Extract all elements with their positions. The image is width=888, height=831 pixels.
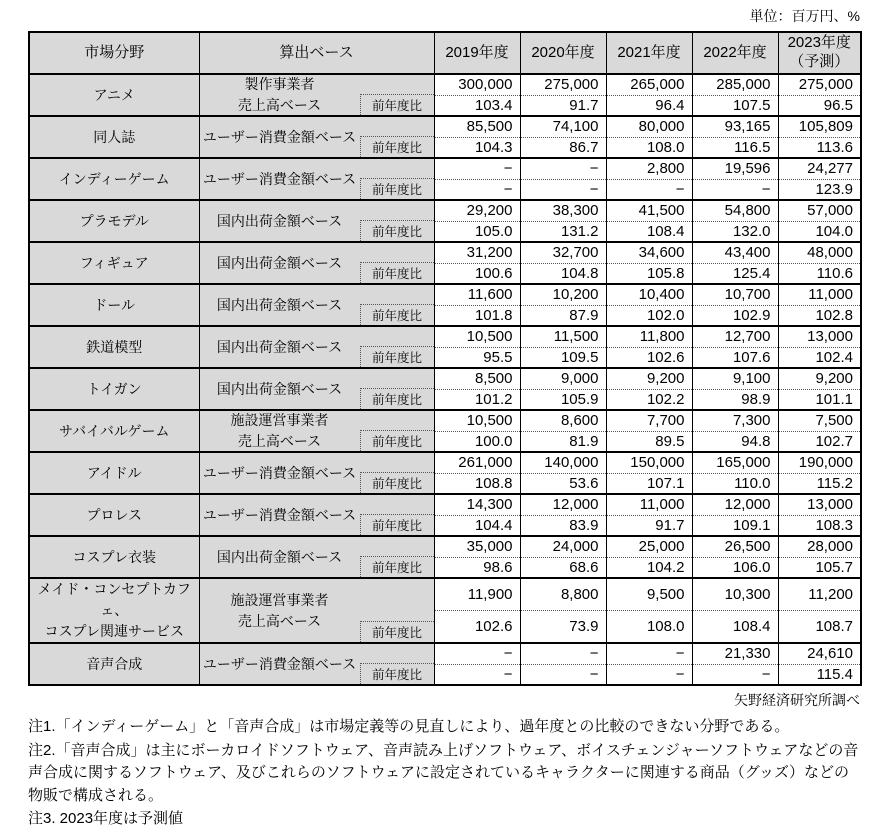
- yoy-ratio-label: 前年度比: [360, 136, 434, 157]
- market-name-line: 同人誌: [93, 128, 136, 145]
- yoy-cell: 98.6: [434, 557, 520, 578]
- note-3: 注3. 2023年度は予測値: [28, 810, 184, 827]
- yoy-cell: 102.7: [778, 431, 861, 452]
- value-cell: 24,277: [778, 158, 861, 179]
- value-cell: 150,000: [606, 452, 692, 473]
- market-name-cell: [29, 494, 199, 536]
- market-name-cell: [29, 452, 199, 494]
- yoy-ratio-label: 前年度比: [360, 178, 434, 199]
- value-cell: 35,000: [434, 536, 520, 557]
- market-name-line: アニメ: [93, 86, 135, 103]
- market-name-cell: [29, 242, 199, 284]
- yoy-cell: 73.9: [520, 611, 606, 644]
- basis-label: [200, 201, 360, 241]
- market-size-table: [28, 31, 862, 686]
- market-name-line: 音声合成: [86, 655, 143, 672]
- value-cell: 9,000: [520, 368, 606, 389]
- value-cell: 11,900: [434, 578, 520, 611]
- yoy-ratio-label: 前年度比: [360, 663, 434, 684]
- market-value-row: [29, 158, 861, 179]
- market-name-line: アイドル: [86, 464, 142, 481]
- yoy-cell: 102.2: [606, 389, 692, 410]
- value-cell: 28,000: [778, 536, 861, 557]
- market-name-cell: [29, 326, 199, 368]
- col-header-market: 市場分野: [29, 32, 199, 74]
- value-cell: 10,500: [434, 326, 520, 347]
- basis-label-line: ユーザー消費金額ベース: [202, 128, 357, 145]
- yoy-cell: 104.2: [606, 557, 692, 578]
- value-cell: 10,700: [692, 284, 778, 305]
- value-cell: 31,200: [434, 242, 520, 263]
- market-name-line: コスプレ関連サービス: [44, 623, 184, 639]
- yoy-cell: 102.6: [606, 347, 692, 368]
- market-name-line: コスプレ衣装: [72, 548, 156, 565]
- yoy-cell: 91.7: [520, 95, 606, 116]
- basis-label: [200, 411, 360, 451]
- yoy-cell: 108.7: [778, 611, 861, 644]
- market-name-line: プロレス: [86, 506, 143, 523]
- market-name-cell: [29, 578, 199, 643]
- yoy-cell: −: [606, 179, 692, 200]
- value-cell: 80,000: [606, 116, 692, 137]
- market-name-cell: [29, 74, 199, 116]
- basis-label: [200, 579, 360, 642]
- value-cell: 12,000: [520, 494, 606, 515]
- basis-label: [200, 285, 360, 325]
- basis-label-line: 売上高ベース: [237, 97, 322, 113]
- value-cell: 165,000: [692, 452, 778, 473]
- basis-label-line: 国内出荷金額ベース: [216, 548, 343, 565]
- market-value-row: [29, 452, 861, 473]
- value-cell: 11,000: [606, 494, 692, 515]
- value-cell: 9,100: [692, 368, 778, 389]
- basis-label-line: ユーザー消費金額ベース: [202, 170, 357, 187]
- yoy-cell: −: [520, 179, 606, 200]
- basis-label: [200, 644, 360, 684]
- value-cell: 13,000: [778, 326, 861, 347]
- yoy-cell: 108.3: [778, 515, 861, 536]
- market-value-row: [29, 410, 861, 431]
- yoy-cell: 96.4: [606, 95, 692, 116]
- yoy-cell: 100.0: [434, 431, 520, 452]
- yoy-cell: 105.7: [778, 557, 861, 578]
- value-cell: 13,000: [778, 494, 861, 515]
- basis-label-line: 施設運営事業者: [230, 412, 329, 428]
- market-name-line: ドール: [93, 296, 136, 313]
- value-cell: 265,000: [606, 74, 692, 95]
- yoy-cell: 101.8: [434, 305, 520, 326]
- basis-cell: [199, 536, 434, 578]
- yoy-cell: −: [692, 664, 778, 685]
- yoy-cell: 87.9: [520, 305, 606, 326]
- yoy-ratio-label: 前年度比: [360, 556, 434, 577]
- yoy-cell: 103.4: [434, 95, 520, 116]
- yoy-cell: 96.5: [778, 95, 861, 116]
- value-cell: 8,600: [520, 410, 606, 431]
- value-cell: 10,500: [434, 410, 520, 431]
- yoy-cell: −: [520, 664, 606, 685]
- value-cell: 43,400: [692, 242, 778, 263]
- yoy-cell: 101.2: [434, 389, 520, 410]
- value-cell: 2,800: [606, 158, 692, 179]
- value-cell: 190,000: [778, 452, 861, 473]
- market-value-row: [29, 578, 861, 611]
- market-name-cell: [29, 536, 199, 578]
- yoy-cell: 53.6: [520, 473, 606, 494]
- basis-cell: [199, 452, 434, 494]
- basis-label-line: ユーザー消費金額ベース: [202, 655, 357, 672]
- value-cell: 74,100: [520, 116, 606, 137]
- value-cell: 19,596: [692, 158, 778, 179]
- yoy-cell: 107.5: [692, 95, 778, 116]
- year-label: 2023年度: [787, 34, 851, 52]
- value-cell: 32,700: [520, 242, 606, 263]
- yoy-cell: 102.9: [692, 305, 778, 326]
- yoy-cell: 105.9: [520, 389, 606, 410]
- value-cell: 24,000: [520, 536, 606, 557]
- yoy-cell: 109.5: [520, 347, 606, 368]
- market-name-line: プラモデル: [79, 212, 149, 229]
- value-cell: −: [606, 643, 692, 664]
- value-cell: 12,700: [692, 326, 778, 347]
- year-label: 2020年度: [531, 43, 595, 61]
- value-cell: 21,330: [692, 643, 778, 664]
- basis-cell: [199, 410, 434, 452]
- yoy-cell: 105.8: [606, 263, 692, 284]
- yoy-ratio-label: 前年度比: [360, 430, 434, 451]
- basis-label: [200, 453, 360, 493]
- basis-label-line: 売上高ベース: [237, 433, 322, 449]
- yoy-cell: 105.0: [434, 221, 520, 242]
- value-cell: 7,500: [778, 410, 861, 431]
- basis-cell: [199, 116, 434, 158]
- market-name-cell: [29, 158, 199, 200]
- basis-cell: [199, 643, 434, 685]
- value-cell: 11,200: [778, 578, 861, 611]
- value-cell: 93,165: [692, 116, 778, 137]
- yoy-cell: 94.8: [692, 431, 778, 452]
- value-cell: 85,500: [434, 116, 520, 137]
- value-cell: 9,200: [778, 368, 861, 389]
- value-cell: 11,800: [606, 326, 692, 347]
- yoy-ratio-label: 前年度比: [360, 388, 434, 409]
- col-header-basis: 算出ベース: [199, 32, 434, 74]
- market-name-line: トイガン: [86, 380, 142, 397]
- market-name-line: フィギュア: [79, 254, 149, 271]
- yoy-cell: 110.6: [778, 263, 861, 284]
- market-value-row: [29, 368, 861, 389]
- yoy-cell: 123.9: [778, 179, 861, 200]
- unit-label: 単位：百万円、%: [749, 8, 860, 24]
- basis-cell: [199, 326, 434, 368]
- col-header-year: [520, 32, 606, 74]
- yoy-ratio-label: 前年度比: [360, 472, 434, 493]
- value-cell: 41,500: [606, 200, 692, 221]
- yoy-ratio-label: 前年度比: [360, 94, 434, 115]
- basis-label: [200, 243, 360, 283]
- value-cell: 38,300: [520, 200, 606, 221]
- forecast-label: （予測）: [789, 53, 850, 70]
- basis-cell: [199, 200, 434, 242]
- yoy-cell: 110.0: [692, 473, 778, 494]
- yoy-cell: 115.4: [778, 664, 861, 685]
- yoy-ratio-label: 前年度比: [360, 621, 434, 642]
- market-value-row: [29, 643, 861, 664]
- value-cell: 9,500: [606, 578, 692, 611]
- value-cell: 25,000: [606, 536, 692, 557]
- basis-label-line: 国内出荷金額ベース: [216, 296, 343, 313]
- yoy-cell: −: [606, 664, 692, 685]
- market-name-cell: [29, 368, 199, 410]
- yoy-cell: 104.8: [520, 263, 606, 284]
- market-value-row: [29, 326, 861, 347]
- value-cell: 10,200: [520, 284, 606, 305]
- market-value-row: [29, 116, 861, 137]
- value-cell: 140,000: [520, 452, 606, 473]
- market-value-row: [29, 494, 861, 515]
- yoy-cell: −: [692, 179, 778, 200]
- yoy-cell: 125.4: [692, 263, 778, 284]
- yoy-ratio-label: 前年度比: [360, 346, 434, 367]
- value-cell: 12,000: [692, 494, 778, 515]
- value-cell: 8,800: [520, 578, 606, 611]
- value-cell: 48,000: [778, 242, 861, 263]
- basis-label-line: 国内出荷金額ベース: [216, 380, 343, 397]
- basis-label: [200, 327, 360, 367]
- yoy-cell: 108.8: [434, 473, 520, 494]
- col-header-year: [778, 32, 861, 74]
- yoy-cell: 91.7: [606, 515, 692, 536]
- value-cell: −: [520, 643, 606, 664]
- col-header-year: [692, 32, 778, 74]
- value-cell: 24,610: [778, 643, 861, 664]
- market-name-cell: [29, 200, 199, 242]
- yoy-cell: 89.5: [606, 431, 692, 452]
- value-cell: 275,000: [520, 74, 606, 95]
- value-cell: 11,600: [434, 284, 520, 305]
- note-2: 注2.「音声合成」は主にボーカロイドソフトウェア、音声読み上げソフトウェア、ボイスチェンジャーソフトウェアなどの音声合成に関するソフトウェア、及びこれらのソフトウェアに設定されているキャラクターに関連する商品（グッズ）などの物販で構成される。: [28, 741, 859, 804]
- value-cell: 14,300: [434, 494, 520, 515]
- basis-cell: [199, 494, 434, 536]
- header-row: [29, 32, 861, 74]
- value-cell: 9,200: [606, 368, 692, 389]
- market-value-row: [29, 200, 861, 221]
- market-value-row: [29, 284, 861, 305]
- market-value-row: [29, 242, 861, 263]
- value-cell: −: [520, 158, 606, 179]
- yoy-cell: 81.9: [520, 431, 606, 452]
- value-cell: 285,000: [692, 74, 778, 95]
- basis-cell: [199, 158, 434, 200]
- yoy-cell: 108.0: [606, 137, 692, 158]
- year-label: 2022年度: [703, 43, 767, 61]
- yoy-cell: 131.2: [520, 221, 606, 242]
- market-name-line: 鉄道模型: [86, 338, 143, 355]
- market-name-cell: [29, 410, 199, 452]
- value-cell: −: [434, 158, 520, 179]
- basis-label: [200, 117, 360, 157]
- market-name-cell: [29, 116, 199, 158]
- value-cell: 11,500: [520, 326, 606, 347]
- yoy-ratio-label: 前年度比: [360, 220, 434, 241]
- basis-label-line: 売上高ベース: [237, 612, 322, 629]
- yoy-cell: −: [434, 179, 520, 200]
- col-header-year: [434, 32, 520, 74]
- value-cell: 10,400: [606, 284, 692, 305]
- market-name-line: インディーゲーム: [58, 170, 170, 187]
- basis-label-line: 国内出荷金額ベース: [216, 338, 343, 355]
- market-value-row: [29, 536, 861, 557]
- basis-cell: [199, 578, 434, 643]
- yoy-cell: 113.6: [778, 137, 861, 158]
- basis-label: [200, 369, 360, 409]
- value-cell: 8,500: [434, 368, 520, 389]
- source-label: 矢野経済研究所調べ: [734, 692, 860, 708]
- market-name-cell: [29, 643, 199, 685]
- value-cell: 26,500: [692, 536, 778, 557]
- yoy-cell: 108.4: [692, 611, 778, 644]
- yoy-cell: 109.1: [692, 515, 778, 536]
- market-name-line: サバイバルゲーム: [58, 422, 170, 439]
- basis-label: [200, 495, 360, 535]
- yoy-cell: 104.0: [778, 221, 861, 242]
- yoy-cell: 100.6: [434, 263, 520, 284]
- yoy-cell: 68.6: [520, 557, 606, 578]
- basis-cell: [199, 242, 434, 284]
- yoy-cell: 108.0: [606, 611, 692, 644]
- value-cell: 10,300: [692, 578, 778, 611]
- notes: [28, 716, 860, 831]
- basis-cell: [199, 284, 434, 326]
- value-cell: 34,600: [606, 242, 692, 263]
- yoy-cell: 104.4: [434, 515, 520, 536]
- yoy-cell: 102.4: [778, 347, 861, 368]
- basis-label: [200, 159, 360, 199]
- basis-label-line: 国内出荷金額ベース: [216, 212, 343, 229]
- yoy-cell: −: [434, 664, 520, 685]
- yoy-cell: 107.6: [692, 347, 778, 368]
- market-name-cell: [29, 284, 199, 326]
- value-cell: 300,000: [434, 74, 520, 95]
- basis-cell: [199, 368, 434, 410]
- value-cell: 54,800: [692, 200, 778, 221]
- basis-cell: [199, 74, 434, 116]
- value-cell: 57,000: [778, 200, 861, 221]
- year-label: 2019年度: [445, 43, 509, 61]
- yoy-cell: 116.5: [692, 137, 778, 158]
- yoy-cell: 98.9: [692, 389, 778, 410]
- basis-label-line: ユーザー消費金額ベース: [202, 464, 357, 481]
- yoy-cell: 101.1: [778, 389, 861, 410]
- value-cell: −: [434, 643, 520, 664]
- yoy-cell: 102.6: [434, 611, 520, 644]
- value-cell: 105,809: [778, 116, 861, 137]
- value-cell: 11,000: [778, 284, 861, 305]
- market-value-row: [29, 74, 861, 95]
- yoy-cell: 104.3: [434, 137, 520, 158]
- basis-label-line: 施設運営事業者: [230, 591, 329, 608]
- yoy-cell: 108.4: [606, 221, 692, 242]
- basis-label: [200, 537, 360, 577]
- value-cell: 7,300: [692, 410, 778, 431]
- col-header-year: [606, 32, 692, 74]
- yoy-ratio-label: 前年度比: [360, 262, 434, 283]
- value-cell: 7,700: [606, 410, 692, 431]
- yoy-cell: 95.5: [434, 347, 520, 368]
- basis-label-line: ユーザー消費金額ベース: [202, 506, 357, 523]
- yoy-cell: 86.7: [520, 137, 606, 158]
- value-cell: 275,000: [778, 74, 861, 95]
- yoy-ratio-label: 前年度比: [360, 514, 434, 535]
- year-label: 2021年度: [617, 43, 681, 61]
- yoy-cell: 106.0: [692, 557, 778, 578]
- yoy-cell: 115.2: [778, 473, 861, 494]
- market-name-line: メイド・コンセプトカフェ、: [37, 581, 191, 618]
- yoy-cell: 132.0: [692, 221, 778, 242]
- yoy-ratio-label: 前年度比: [360, 304, 434, 325]
- yoy-cell: 102.0: [606, 305, 692, 326]
- value-cell: 29,200: [434, 200, 520, 221]
- basis-label-line: 製作事業者: [244, 76, 315, 92]
- value-cell: 261,000: [434, 452, 520, 473]
- basis-label-line: 国内出荷金額ベース: [216, 254, 343, 271]
- note-1: 注1.「インディーゲーム」と「音声合成」は市場定義等の見直しにより、過年度との比較のできない分野である。: [28, 718, 790, 735]
- yoy-cell: 102.8: [778, 305, 861, 326]
- yoy-cell: 83.9: [520, 515, 606, 536]
- yoy-cell: 107.1: [606, 473, 692, 494]
- basis-label: [200, 75, 360, 115]
